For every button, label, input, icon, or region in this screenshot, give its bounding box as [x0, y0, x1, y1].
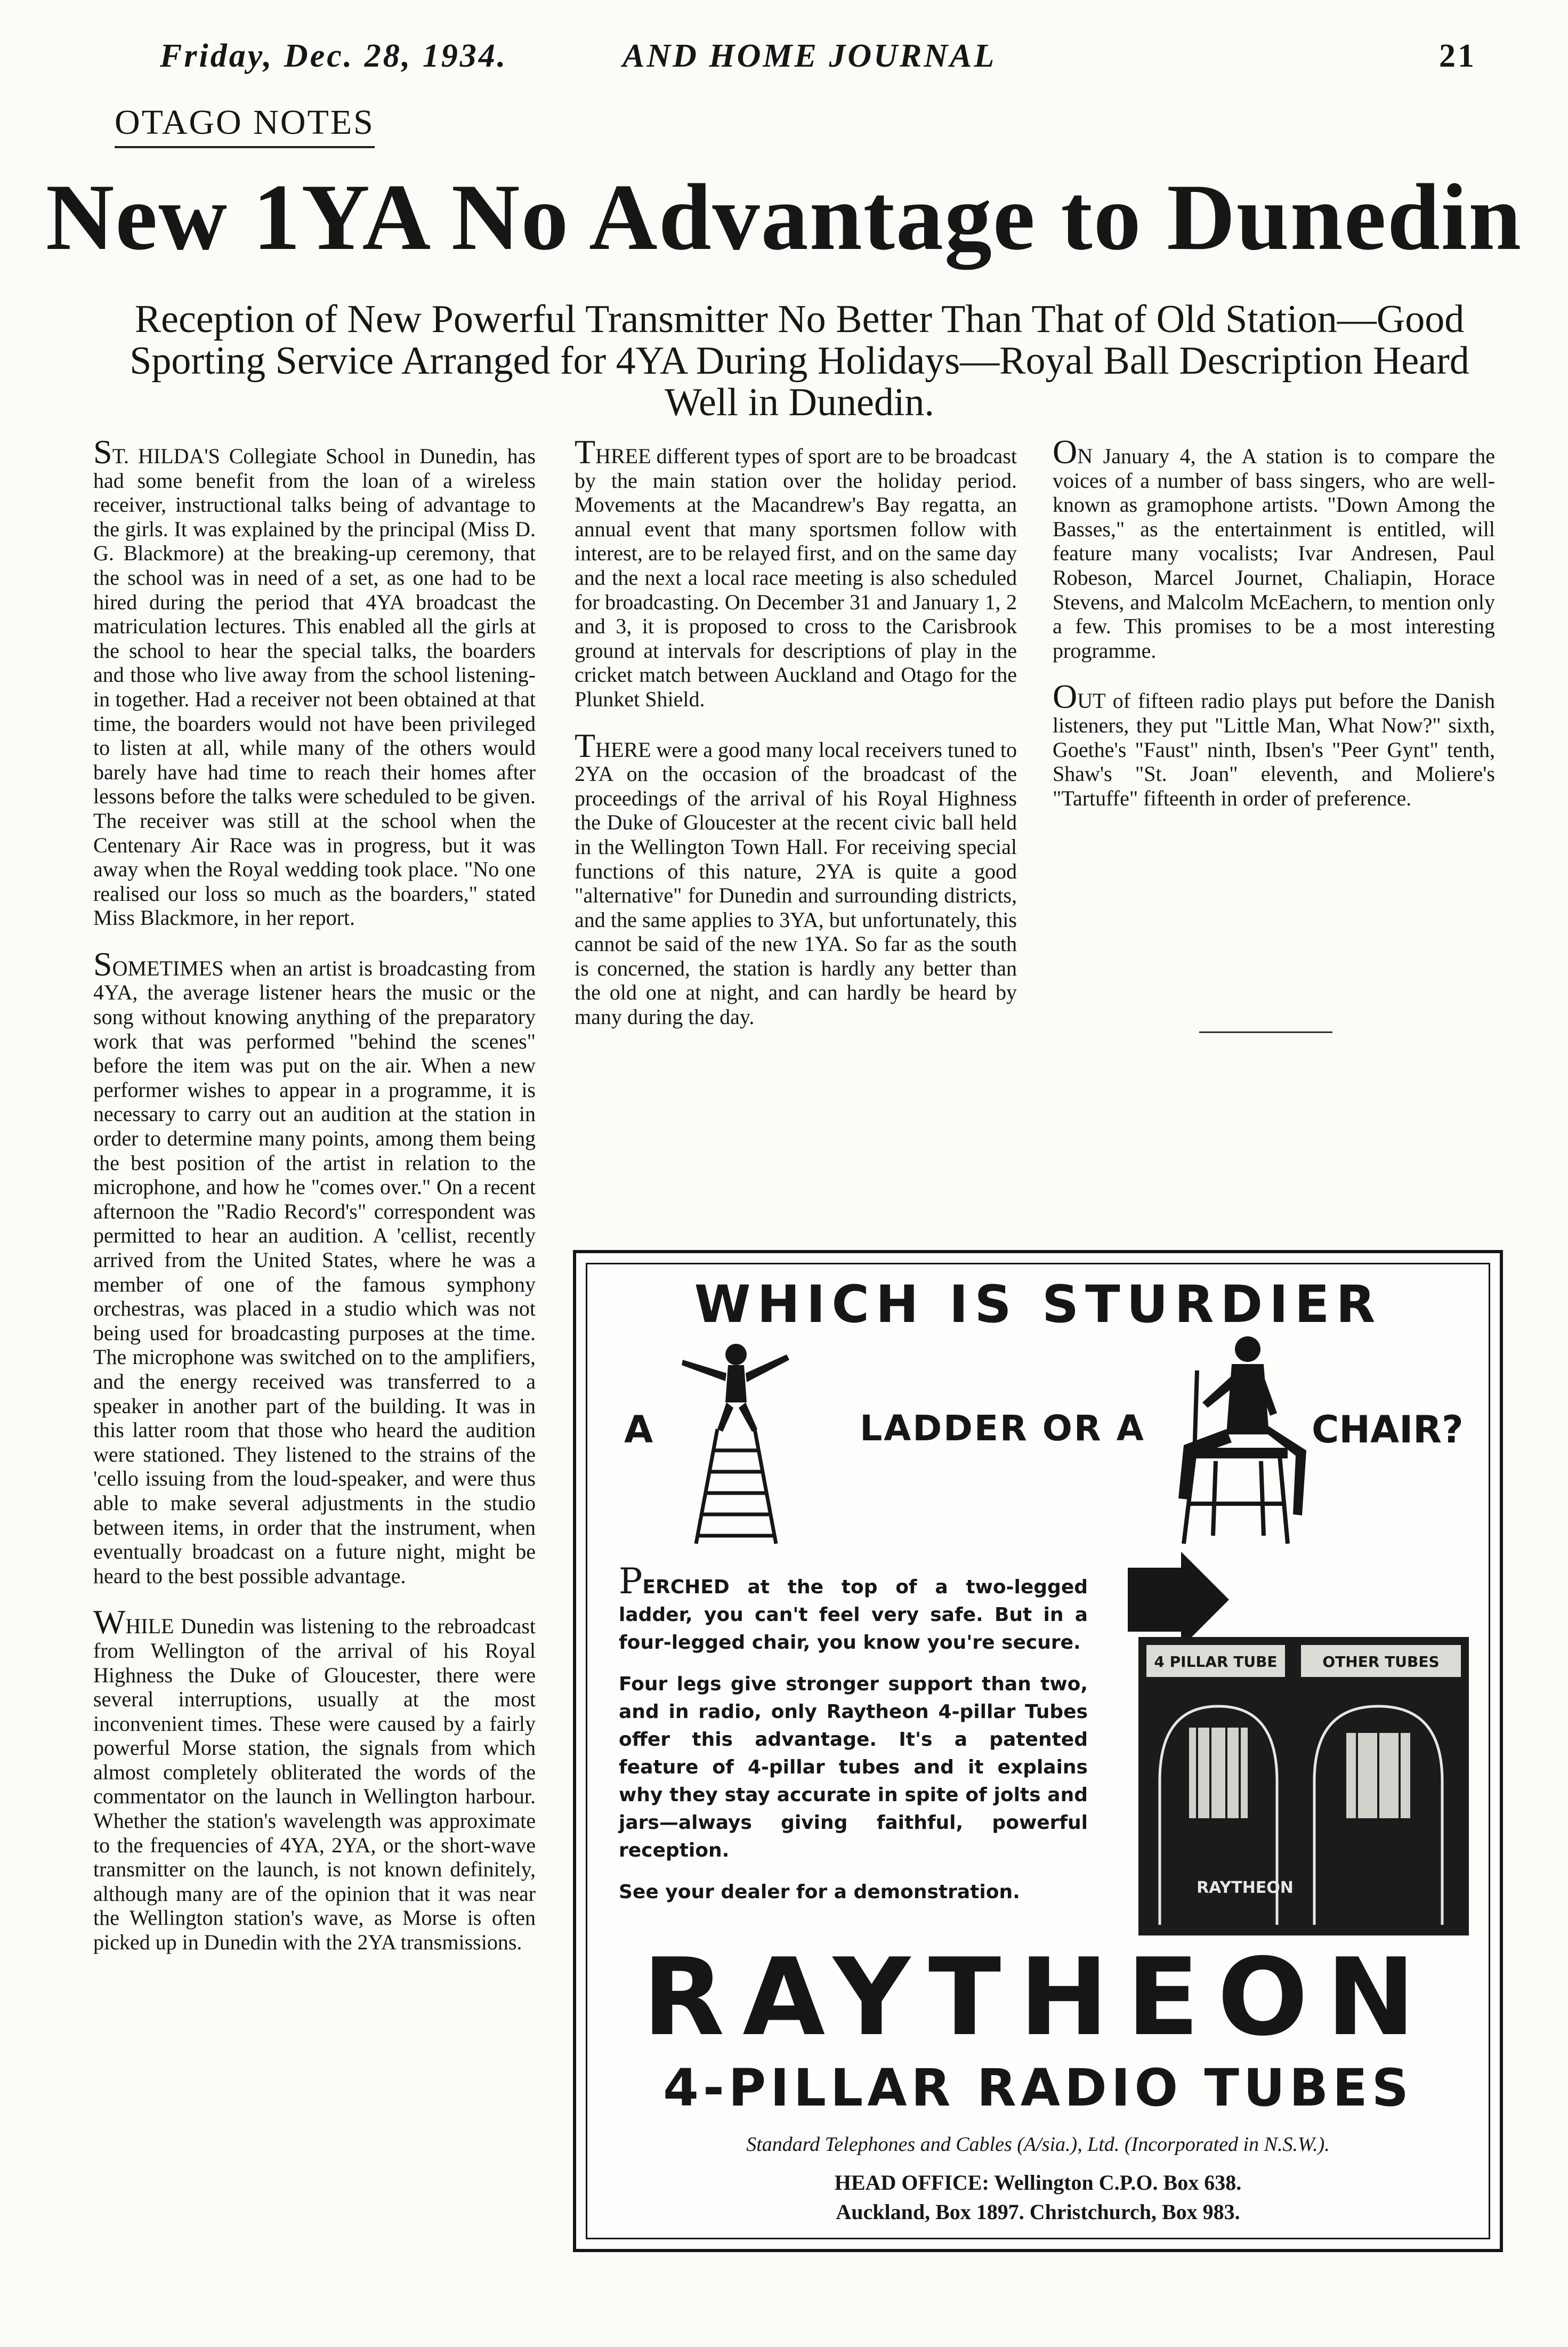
office-line-2: Auckland, Box 1897. Christchurch, Box 983.	[836, 2200, 1240, 2224]
issue-date: Friday, Dec. 28, 1934.	[160, 38, 508, 74]
article-danish-plays	[1053, 678, 1495, 810]
article-text: HREE different types of sport are to be broadcast by the main station over the holiday period. Movements at the Macandrew's Bay regatta, an annual event that many sportsmen follow with interest, are to be relayed first, and on the same day and the next a local race meeting is also scheduled for broadcasting. On December 31 and January 1, 2 and 3, it is proposed to cross to the Carisbrook ground at intervals for descriptions of play in the cricket match between Auckland and Otago for the Plunket Shield.	[575, 444, 1017, 711]
page-header	[160, 37, 1546, 85]
journal-name: AND HOME JOURNAL	[623, 38, 997, 74]
drop-cap: O	[1053, 678, 1078, 716]
ad-a-label: A	[624, 1408, 653, 1451]
drop-cap: T	[575, 433, 596, 471]
drop-cap: P	[619, 1561, 643, 1602]
section-title: OTAGO NOTES	[115, 102, 375, 148]
office-line-1: HEAD OFFICE: Wellington C.P.O. Box 638.	[834, 2171, 1242, 2195]
article-sometimes	[93, 945, 536, 1588]
ad-copy	[619, 1561, 1088, 1920]
maker-line: Standard Telephones and Cables (A/sia.), Ltd. (Incorporated in N.S.W.).	[746, 2133, 1330, 2156]
drop-cap: S	[93, 945, 112, 983]
tubes-illustration	[1096, 1552, 1480, 1946]
tube-label-left: 4 PILLAR TUBE	[1154, 1653, 1278, 1671]
article-local-receivers	[575, 726, 1017, 1029]
section-rule	[1199, 1031, 1332, 1033]
ad-chair-label: CHAIR?	[1312, 1408, 1464, 1451]
ad-title: WHICH IS STURDIER	[694, 1275, 1382, 1334]
article-st-hildas	[93, 433, 536, 930]
article-text: UT of fifteen radio plays put before the Danish listeners, they put "Little Man, What Now?" sixth, Goethe's "Faust" ninth, Ibsen's "Peer Gynt" tenth, Shaw's "St. Joan" eleventh, and Moliere's "Tartuffe" fifteenth in order of preference.	[1053, 689, 1495, 810]
article-text: OMETIMES when an artist is broadcasting from 4YA, the average listener hears the music or the song without knowing anything of the preparatory work that was performed "behind the scenes" before the item was put on the air. When a new performer wishes to appear in a programme, it is necessary to carry out an audition at the station in order to determine many points, among them being the best position of the artist in relation to the microphone, and how he "comes over." On a recent afternoon the "Radio Record's" correspondent was permitted to hear an audition. A 'cellist, recently arrived from the United States, where he was a member of one of the famous symphony orchestras, was placed in a studio which was not being used for broadcasting purposes at the time. The microphone was switched on to the amplifiers, and the energy received was transferred to a speaker in another part of the building. It was in this latter room that those who heard the audition were stationed. They listened to the strains of the 'cello issuing from the loud-speaker, and were thus able to make several adjustments in the studio between items, in order that the instrument, when eventually broadcast on a future night, might be heard to the best possible advantage.	[93, 956, 536, 1588]
ad-copy-paragraph: PERCHED at the top of a two-legged ladder, you can't feel very safe. But in a four-legged chair, you know you're secure.	[619, 1561, 1088, 1654]
article-while-dunedin	[93, 1603, 536, 1955]
product-name: 4-PILLAR RADIO TUBES	[663, 2058, 1413, 2118]
column-2	[575, 433, 1017, 1241]
article-january-4	[1053, 433, 1495, 663]
drop-cap: S	[93, 433, 112, 471]
drop-cap: W	[93, 1603, 126, 1641]
article-three-sports	[575, 433, 1017, 712]
article-text: N January 4, the A station is to compare the voices of a number of bass singers, who are well-known as gramophone artists. "Down Among the Basses," as the entertainment is entitled, will feature many vocalists; Ivar Andresen, Paul Robeson, Marcel Journet, Chaliapin, Horace Stevens, and Malcolm McEachern, to mention only a few. This promises to be a most interesting programme.	[1053, 444, 1495, 663]
chair-man-illustration	[1146, 1322, 1317, 1546]
ad-copy-paragraph: Four legs give stronger support than two, and in radio, only Raytheon 4-pillar Tubes offer this advantage. It's a patented feature of 4-pillar tubes and it explains why they stay accurate in spite of jolts and jars—always giving faithful, powerful reception.	[619, 1673, 1088, 1861]
column-3	[1053, 433, 1495, 1241]
article-text: HERE were a good many local receivers tuned to 2YA on the occasion of the broadcast of the proceedings of the arrival of his Royal Highness the Duke of Gloucester at the recent civic ball held in the Wellington Town Hall. For receiving special functions of this nature, 2YA is quite a good "alternative" for Dunedin and surrounding districts, and the same applies to 3YA, but unfortunately, this cannot be said of the new 1YA. So far as the south is concerned, the station is hardly any better than the old one at night, and can hardly be heard by many during the day.	[575, 737, 1017, 1029]
ad-copy-paragraph: See your dealer for a demonstration.	[619, 1881, 1020, 1903]
headline: New 1YA No Advantage to Dunedin	[45, 164, 1523, 270]
raytheon-advertisement	[573, 1250, 1503, 2252]
brand-name: RAYTHEON	[642, 1935, 1434, 2060]
ladder-man-illustration	[667, 1322, 800, 1546]
tube-brand: RAYTHEON	[1197, 1878, 1294, 1897]
article-text: HILE Dunedin was listening to the rebroadcast from Wellington of the arrival of his Royal Highness the Duke of Gloucester, there were several interruptions, usually at the most inconvenient times. These were caused by a fairly powerful Morse station, the signals from which almost completely obliterated the words of the commentator on the launch in Wellington harbour. Whether the station's wavelength was approximate to the frequencies of 4YA, 2YA, or the short-wave transmitter on the launch, is not known definitely, although many are of the opinion that it was near the Wellington station's wave, as Morse is often picked up in Dunedin with the 2YA transmissions.	[93, 1614, 536, 1955]
column-1	[93, 433, 536, 2339]
drop-cap: O	[1053, 433, 1078, 471]
tube-label-right: OTHER TUBES	[1322, 1653, 1440, 1671]
page-number: 21	[1439, 38, 1476, 74]
subheadline: Reception of New Powerful Transmitter No Better Than That of Old Station—Good Sporting Service Arranged for 4YA During Holidays—Royal Ball Description Heard Well in Dunedin.	[130, 297, 1469, 424]
ad-ladder-or-label: LADDER OR A	[860, 1408, 1145, 1449]
article-text: T. HILDA'S Collegiate School in Dunedin, has had some benefit from the loan of a wireless receiver, instructional talks being of advantage to the girls. It was explained by the principal (Miss D. G. Blackmore) at the breaking-up ceremony, that the school was in need of a set, as one had to be hired during the period that 4YA broadcast the matriculation lectures. This enabled all the girls at the school to hear the special talks, the boarders and those who live away from the school listening-in together. Had a receiver not been obtained at that time, the boarders would not have been privileged to listen at all, while many of the others would barely have had time to reach their homes after lessons before the talks were scheduled to be given. The receiver was still at the school when the Centenary Air Race was in progress, but it was away when the Royal wedding took place. "No one realised our loss so much as the boarders," stated Miss Blackmore, in her report.	[93, 444, 536, 930]
arrow-icon	[1128, 1552, 1229, 1648]
drop-cap: T	[575, 726, 596, 764]
